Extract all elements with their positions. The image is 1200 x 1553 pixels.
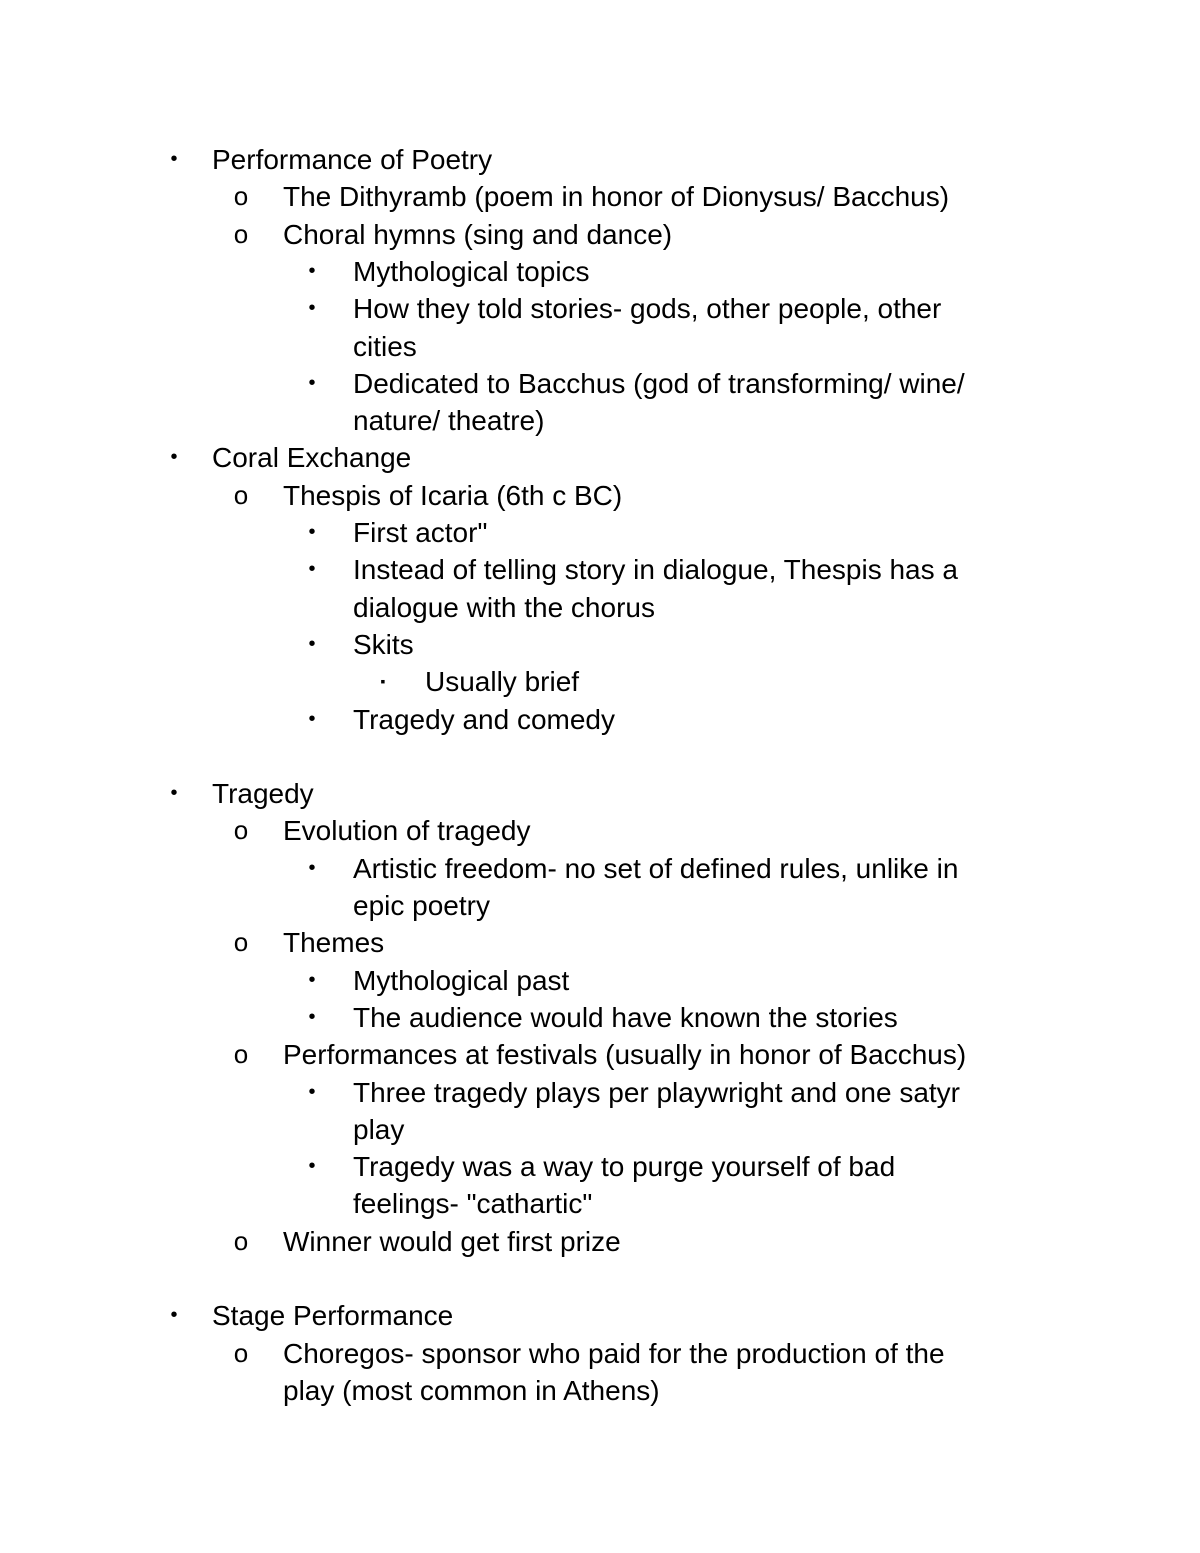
bullet-marker: • xyxy=(308,1155,316,1178)
bullet-marker: • xyxy=(308,297,316,320)
outline-item-text: Coral Exchange xyxy=(212,442,412,474)
outline-item-continuation: cities xyxy=(353,330,417,362)
outline-item xyxy=(0,551,1200,588)
outline-item xyxy=(0,663,1200,700)
outline-item-text: Tragedy xyxy=(212,778,314,810)
outline-item-text: Usually brief xyxy=(425,666,580,698)
outline-item xyxy=(0,514,1200,551)
outline-item xyxy=(0,1111,1200,1148)
outline-item-text: The audience would have known the stories xyxy=(353,1001,898,1033)
outline-item xyxy=(0,775,1200,812)
outline-item-continuation: feelings- "cathartic" xyxy=(353,1188,593,1220)
outline-item xyxy=(0,402,1200,439)
outline-item xyxy=(0,1335,1200,1372)
bullet-marker: • xyxy=(308,1080,316,1103)
outline-item-text: Thespis of Icaria (6th c BC) xyxy=(283,479,623,511)
outline-item xyxy=(0,1148,1200,1185)
bullet-marker: • xyxy=(308,371,316,394)
outline-item xyxy=(0,962,1200,999)
bullet-marker: o xyxy=(233,218,249,249)
outline-item xyxy=(0,477,1200,514)
outline-item-text: Performance of Poetry xyxy=(212,144,493,175)
outline-item xyxy=(0,253,1200,290)
outline-item-text: Tragedy and comedy xyxy=(353,703,615,735)
outline-item xyxy=(0,887,1200,924)
outline-item-text: Choregos- sponsor who paid for the production of the xyxy=(283,1337,945,1369)
outline-item xyxy=(0,850,1200,887)
outline-item-text: Skits xyxy=(353,628,414,660)
outline-item xyxy=(0,1074,1200,1111)
outline-item xyxy=(0,216,1200,253)
bullet-marker: o xyxy=(233,479,249,510)
blank-line xyxy=(0,738,1200,775)
bullet-marker: • xyxy=(308,632,316,655)
outline-item-text: Performances at festivals (usually in honor of Bacchus) xyxy=(283,1039,967,1071)
outline-item xyxy=(0,626,1200,663)
outline-item-text: Evolution of tragedy xyxy=(283,815,531,847)
outline-item xyxy=(0,1297,1200,1334)
bullet-marker: o xyxy=(233,181,249,212)
outline-item xyxy=(0,365,1200,402)
bullet-marker: • xyxy=(308,856,316,879)
outline-item-text: Mythological topics xyxy=(353,255,590,287)
outline-item-continuation: nature/ theatre) xyxy=(353,405,545,437)
bullet-marker: • xyxy=(308,558,316,581)
bullet-marker: o xyxy=(233,1039,249,1070)
outline-item-text: Themes xyxy=(283,927,385,959)
outline-item xyxy=(0,999,1200,1036)
bullet-marker: o xyxy=(233,927,249,958)
outline-item-text: Mythological past xyxy=(353,964,570,996)
outline-item xyxy=(0,1372,1200,1409)
outline-item xyxy=(0,924,1200,961)
outline-item-text: The Dithyramb (poem in honor of Dionysus/ Bacchus) xyxy=(283,181,950,213)
outline-item-text: Instead of telling story in dialogue, Thespis has a xyxy=(353,554,958,586)
outline-item-continuation: dialogue with the chorus xyxy=(353,591,655,623)
bullet-marker: • xyxy=(308,968,316,991)
outline-item-text: Tragedy was a way to purge yourself of bad xyxy=(353,1151,896,1183)
bullet-marker: • xyxy=(170,782,178,805)
outline-item-text: How they told stories- gods, other people, other xyxy=(353,293,942,325)
bullet-marker: • xyxy=(308,521,316,543)
bullet-marker: • xyxy=(170,1304,178,1327)
outline-item-continuation: play (most common in Athens) xyxy=(283,1374,660,1406)
bullet-marker: • xyxy=(170,446,178,469)
bullet-marker: • xyxy=(308,1005,316,1028)
outline-item xyxy=(0,178,1200,215)
outline-item-text: Stage Performance xyxy=(212,1300,454,1332)
outline-item-text: Dedicated to Bacchus (god of transforming/ wine/ xyxy=(353,367,965,399)
bullet-marker: o xyxy=(233,815,249,846)
bullet-marker: o xyxy=(233,1225,249,1256)
outline-item-text: Choral hymns (sing and dance) xyxy=(283,218,673,250)
bullet-marker: • xyxy=(170,148,178,170)
outline-item-continuation: epic poetry xyxy=(353,890,490,921)
outline-item-text: Artistic freedom- no set of defined rules, unlike in xyxy=(353,852,959,884)
outline-item xyxy=(0,1223,1200,1260)
outline-item-text: Winner would get first prize xyxy=(283,1225,621,1257)
outline-item xyxy=(0,1185,1200,1222)
outline-item-continuation: play xyxy=(353,1113,405,1145)
outline-item xyxy=(0,290,1200,327)
outline-item xyxy=(0,812,1200,849)
outline-item-text: Three tragedy plays per playwright and one satyr xyxy=(353,1076,960,1108)
outline-item xyxy=(0,141,1200,178)
bullet-marker: o xyxy=(233,1337,249,1368)
blank-line xyxy=(0,1260,1200,1297)
outline-item xyxy=(0,328,1200,365)
outline-item xyxy=(0,589,1200,626)
outline-item-text: First actor" xyxy=(353,517,488,548)
outline-item xyxy=(0,1036,1200,1073)
bullet-marker: • xyxy=(308,707,316,730)
outline-item xyxy=(0,439,1200,476)
outline-item xyxy=(0,701,1200,738)
bullet-marker: • xyxy=(308,259,316,282)
bullet-marker: ▪ xyxy=(380,673,386,690)
